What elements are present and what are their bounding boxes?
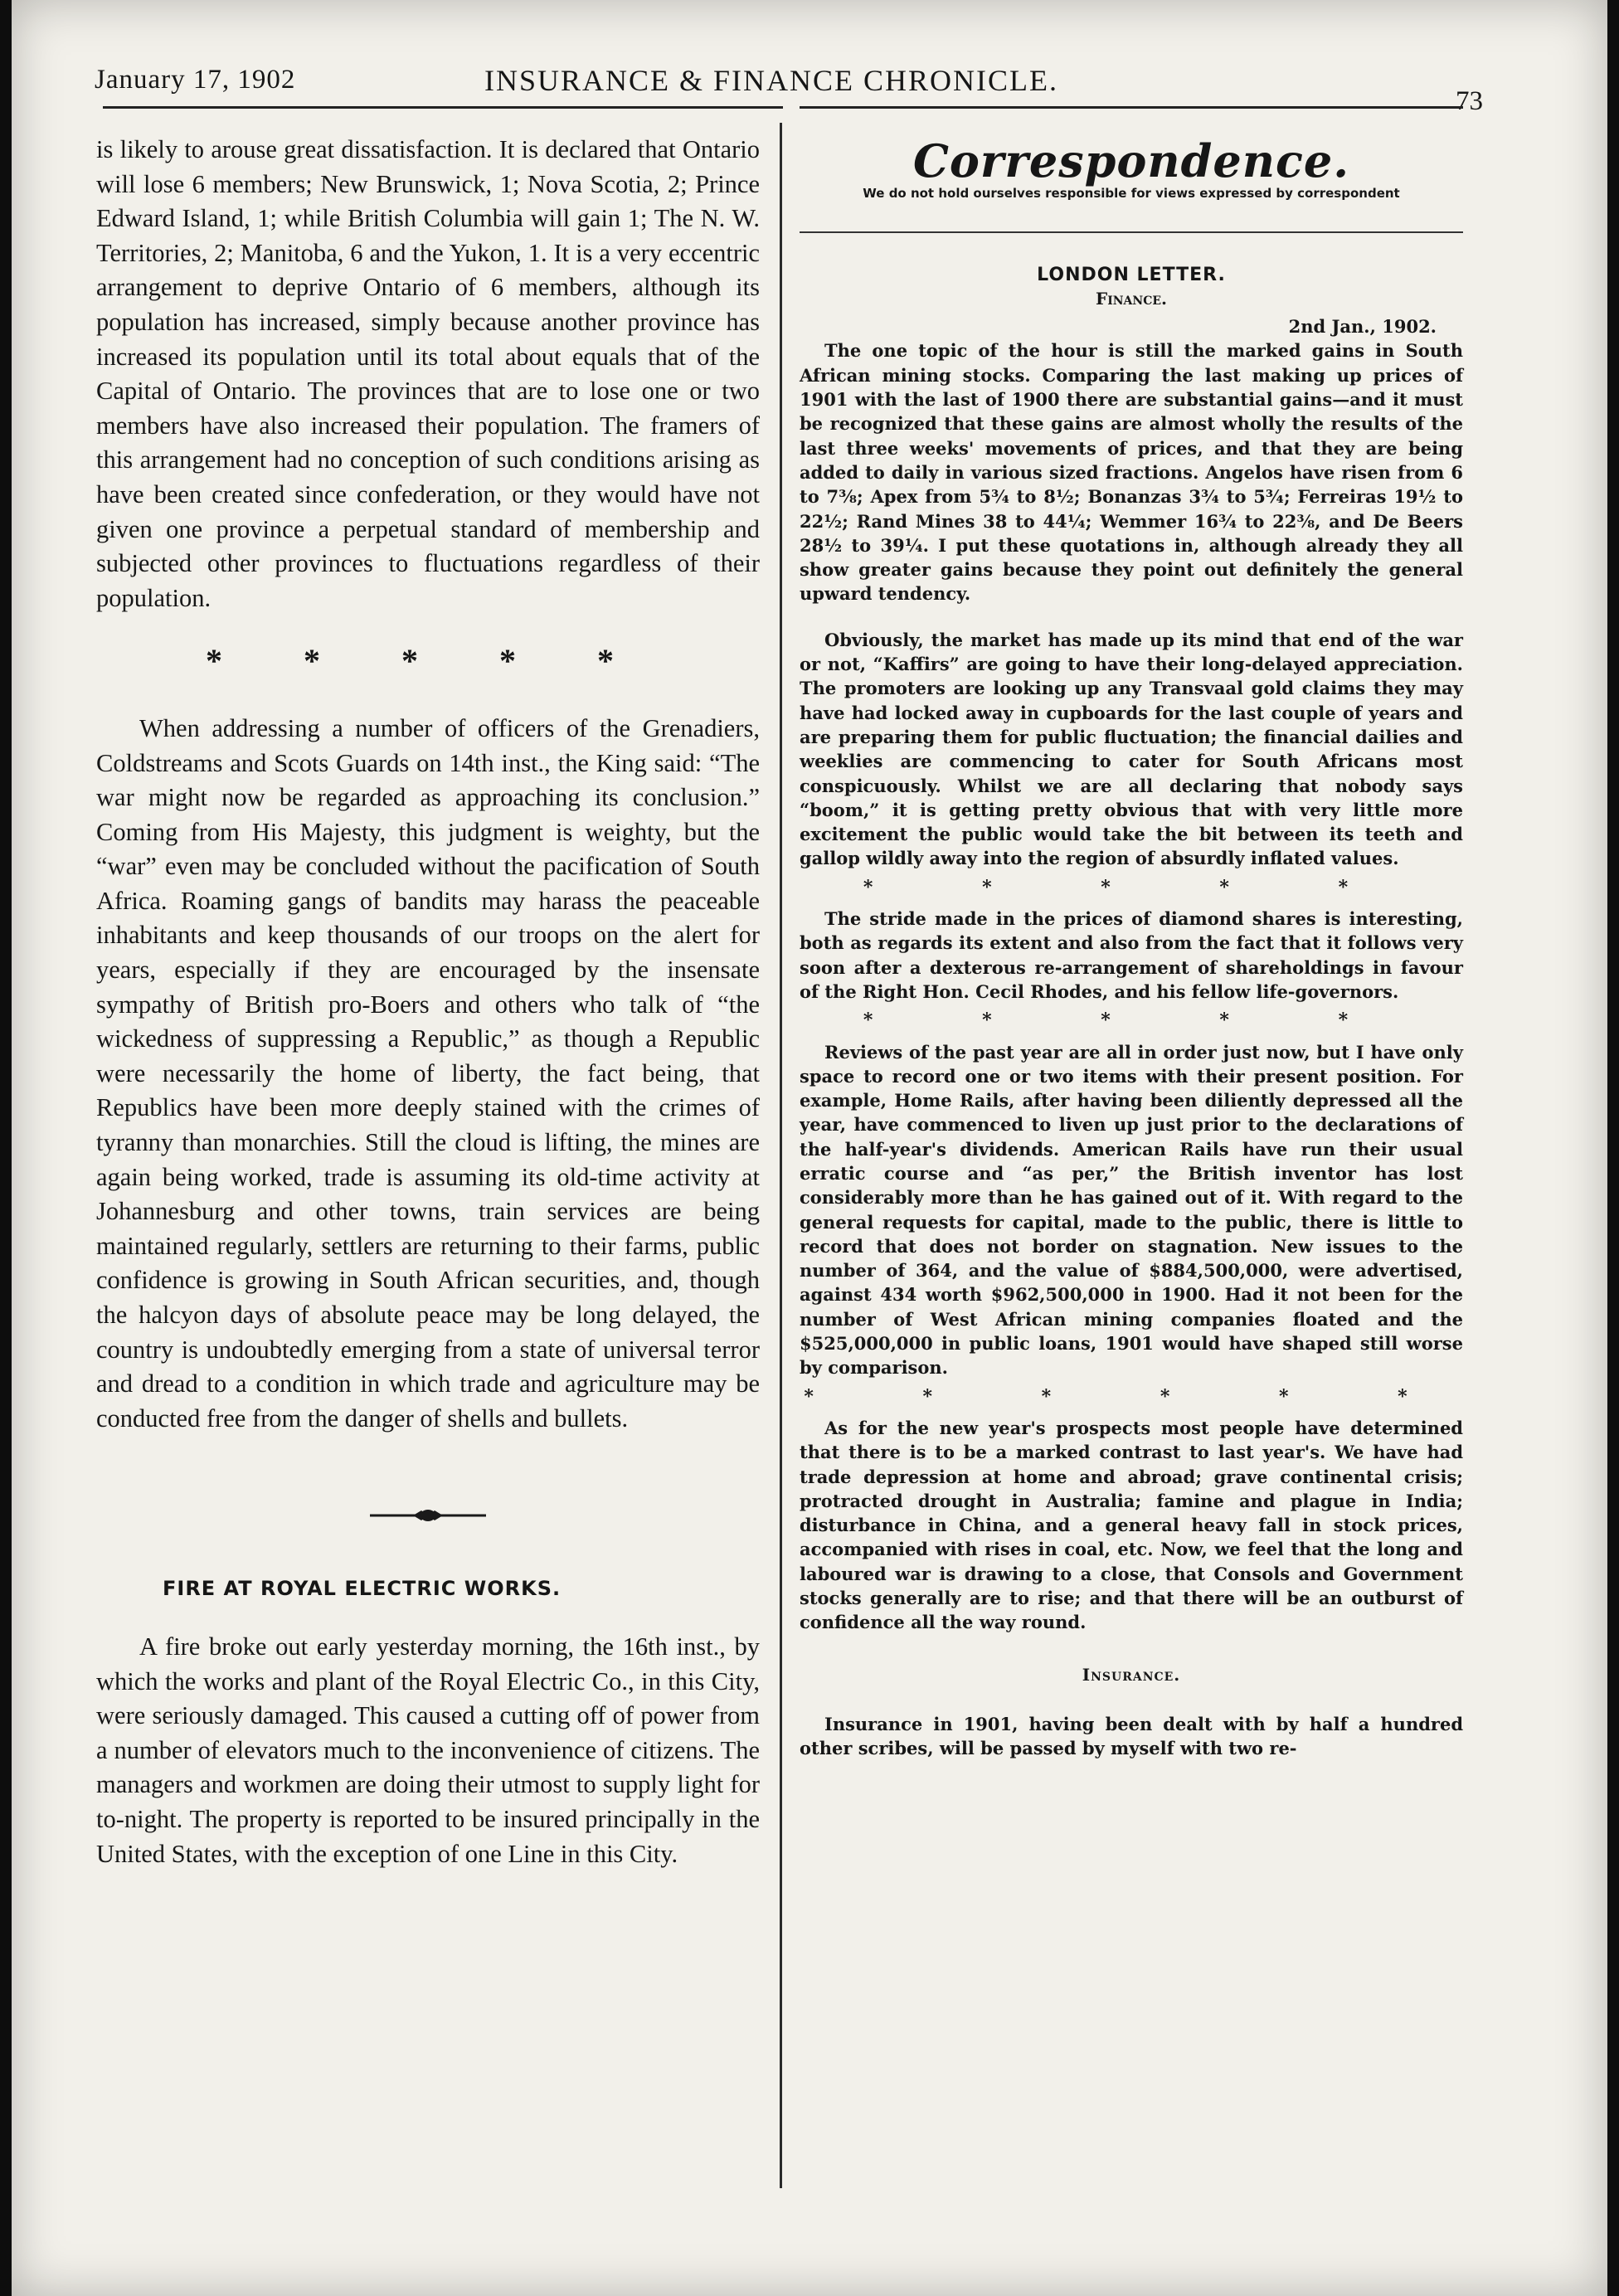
correspondence-title: Correspondence. [912,134,1350,187]
diamond-shares-paragraph: The stride made in the prices of diamond shares is interesting, both as regards its extent and also from the fact that it follows very soon after a dexterous re-arrangement of shareholdings in favour of the Right Hon. Cecil Rhodes, and his fellow life-governors. [800,908,1463,1002]
fleuron-ornament-icon [370,1507,486,1524]
letter-subtitle: Finance. [1096,288,1167,309]
letter-date: 2nd Jan., 1902. [1288,316,1437,338]
insurance-paragraph: Insurance in 1901, having been dealt with by half a hundred other scribes, will be passed by myself with two re- [800,1713,1463,1759]
section-break-stars: * * * * * [206,642,650,680]
correspondence-disclaimer: We do not hold ourselves responsible for views expressed by correspondent [863,186,1400,202]
correspondence-rule [800,231,1463,233]
issue-date: January 17, 1902 [95,65,296,95]
section-break-stars: * * * * * * [804,1385,1459,1408]
king-war-paragraph: When addressing a number of officers of the Grenadiers, Coldstreams and Scots Guards on 14th inst., the King said: “The war might now be regarded as approaching its conclusion.” Coming from His Majesty, this judgment is weighty, but the “war” even may be concluded without the pacification of South Africa. Roaming gangs of bandits may harass the peaceable inhabitants and keep thousands of our troops on the alert for years, especially if they are encouraged by the insensate sympathy of British pro-Boers and others who talk of “the wickedness of suppressing a Republic,” as though a Republic were necessarily the home of liberty, the fact being, that Republics have been more deeply stained with the crimes of tyranny than monarchies. Still the cloud is lifting, the mines are again being worked, trade is assuming its old-time activity at Johannesburg and other towns, train services are being maintained regularly, settlers are returning to their farms, public confidence is growing in South African securities, and, though the halcyon days of absolute peace may be long delayed, the country is undoubtedly emerging from a state of universal terror and dread to a condition in which trade and agriculture may be conducted free from the danger of shells and bullets. [96,713,760,1433]
section-break-stars: * * * * * [863,876,1400,898]
page-header [95,60,1483,116]
mining-stocks-paragraph: The one topic of the hour is still the marked gains in South African mining stocks. Comparing the last making up prices of 1901 with the last of 1900 there are substantial gains—and it must be recognized that these gains are almost wholly the results of the last three weeks' movements of prices, and that they are being added to daily in various sized fractions. Angelos have risen from 6 to 7⅜; Apex from 5¾ to 8½; Bonanzas 3¾ to 5¾; Ferreiras 19½ to 22½; Rand Mines 38 to 44¼; Wemmer 16¾ to 22⅜, and De Beers 28½ to 39¼. I put these quotations in, although already they all show greater gains because they point out definitely the general upward tendency. [800,340,1463,605]
page-number: 73 [1456,86,1483,116]
right-column [800,134,1463,1761]
header-rule-left [103,106,783,109]
year-review-paragraph: Reviews of the past year are all in order just now, but I have only space to record one or two items with their present position. For example, Home Rails, after having been diliently depressed all the year, have commenced to liven up just prior to the declarations of the half-year's dividends. American Rails have run their usual erratic course and “as per,” the British inventor has lost considerably more than he has gained out of it. With regard to the general requests for capital, made to the public, there is little to record that does not border on stagnation. New issues to the number of 364, and the value of $884,500,000, were advertised, against 434 worth $962,500,000 in 1900. Had it not been for the number of West African mining companies floated and the $525,000,000 in public loans, 1901 would have shaped still worse by comparison. [800,1041,1463,1379]
left-column [96,133,760,1871]
publication-title: INSURANCE & FINANCE CHRONICLE. [484,64,1059,97]
fire-article-heading: FIRE AT ROYAL ELECTRIC WORKS. [163,1577,562,1601]
letter-title: LONDON LETTER. [1037,264,1226,285]
fire-article-paragraph: A fire broke out early yesterday morning, the 16th inst., by which the works and plant of the Royal Electric Co., in this City, were seriously damaged. This caused a cutting off of power from a number of elevators much to the inconvenience of citizens. The managers and workmen are doing their utmost to supply light for to-night. The property is reported to be insured principally in the United States, with the exception of one Line in this City. [96,1632,760,1868]
paragraph-gap [800,606,1463,628]
new-year-prospects-paragraph: As for the new year's prospects most people have determined that there is to be a marked contrast to last year's. We have had trade depression at home and abroad; grave continental crisis; protracted drought in Australia; famine and plague in India; disturbance in China, and a general heavy fall in stock prices, accompanied with rises in coal, etc. Now, we feel that the long and laboured war is drawing to a close, that Consols and Government stocks generally are to rise; and that there will be an outburst of confidence all the way round. [800,1417,1463,1633]
kaffirs-paragraph: Obviously, the market has made up its mind that end of the war or not, “Kaffirs” are going to have their long-delayed appreciation. The promoters are looking up any Transvaal gold claims they may have had locked away in cupboards for the last couple of years and are preparing them for public fluctuation; the financial dailies and weeklies are commencing to cater for South Africans most conspicuously. Whilst we are all declaring that nobody says “boom,” it is getting pretty obvious that with very little more excitement the public would take the bit between its teeth and gallop wildly away into the region of absurdly inflated values. [800,629,1463,869]
newspaper-page [12,0,1607,2296]
insurance-heading: Insurance. [1082,1664,1181,1685]
column-divider [780,123,782,2188]
section-break-stars: * * * * * [863,1009,1400,1032]
header-rule-right [800,106,1463,109]
redistribution-paragraph: is likely to arouse great dissatisfaction. It is declared that Ontario will lose 6 members; New Brunswick, 1; Nova Scotia, 2; Prince Edward Island, 1; while British Columbia will gain 1; The N. W. Territories, 2; Manitoba, 6 and the Yukon, 1. It is a very eccentric arrangement to deprive Ontario of 6 members, although its population has increased, simply because another province has increased its population until its total about equals that of the Capital of Ontario. The provinces that are to lose one or two members have also increased their population. The framers of this arrangement had no conception of such conditions arising as have been created since confederation, or they would have not given one province a perpetual standard of membership and subjected other provinces to fluctuations regardless of their population. [96,135,760,612]
